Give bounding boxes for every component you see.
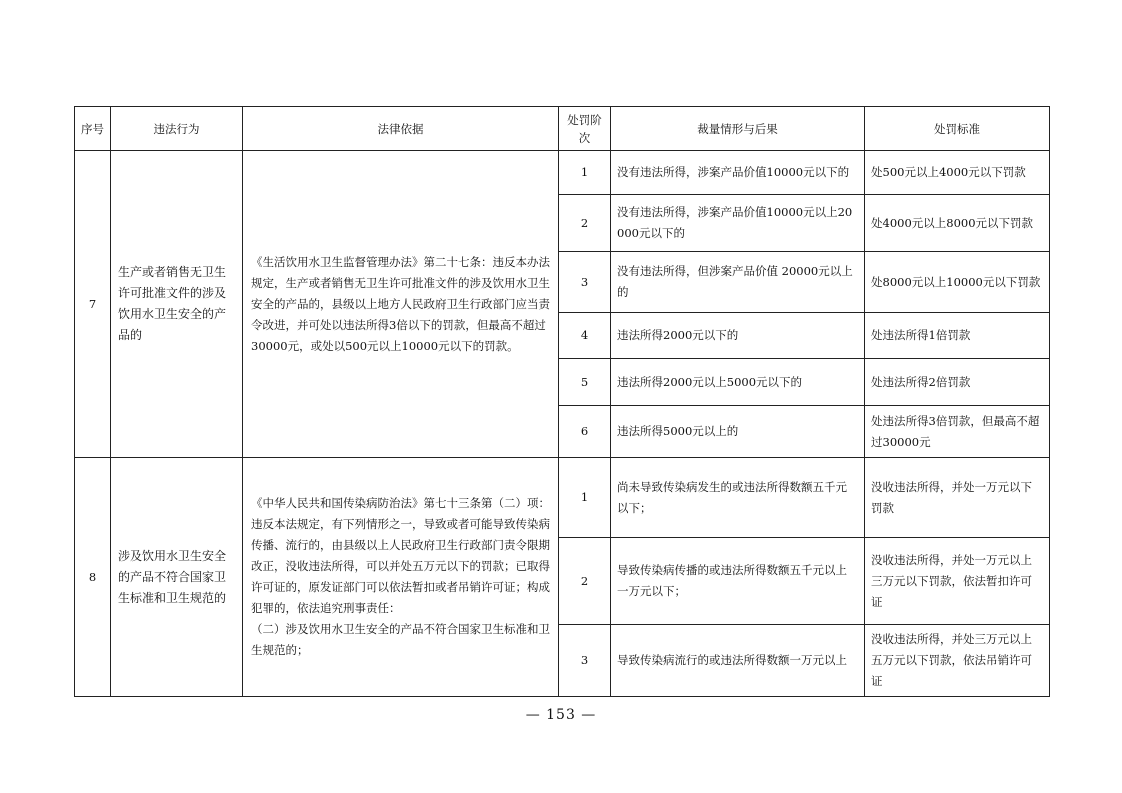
- level-cell: 6: [559, 406, 611, 458]
- standard-cell: 处4000元以上8000元以下罚款: [865, 195, 1050, 252]
- circumstance-cell: 导致传染病流行的或违法所得数额一万元以上: [611, 625, 865, 697]
- circumstance-cell: 违法所得2000元以下的: [611, 313, 865, 359]
- basis-cell: [243, 458, 559, 697]
- level-cell: 4: [559, 313, 611, 359]
- circumstance-cell: 违法所得2000元以上5000元以下的: [611, 359, 865, 406]
- basis-paragraph: 《中华人民共和国传染病防治法》第七十三条第（二）项：违反本法规定，有下列情形之一，导致或者可能导致传染病传播、流行的，由县级以上人民政府卫生行政部门责令限期改正，没收违法所得，可以并处五万元以下的罚款；已取得许可证的，原发证部门可以依法暂扣或者吊销许可证；构成犯罪的，依法追究刑事责任：: [251, 496, 550, 615]
- circumstance-cell: 尚未导致传染病发生的或违法所得数额五千元以下；: [611, 458, 865, 538]
- seq-cell: 7: [75, 151, 111, 458]
- standard-cell: 没收违法所得，并处一万元以下罚款: [865, 458, 1050, 538]
- standard-cell: 处违法所得3倍罚款，但最高不超过30000元: [865, 406, 1050, 458]
- behavior-cell: 生产或者销售无卫生许可批准文件的涉及饮用水卫生安全的产品的: [111, 151, 243, 458]
- header-basis: 法律依据: [243, 107, 559, 151]
- page-number: — 153 —: [525, 707, 597, 723]
- header-circumstance: 裁量情形与后果: [611, 107, 865, 151]
- standard-cell: 处违法所得2倍罚款: [865, 359, 1050, 406]
- basis-cell: 《生活饮用水卫生监督管理办法》第二十七条：违反本办法规定，生产或者销售无卫生许可批准文件的涉及饮用水卫生安全的产品的，县级以上地方人民政府卫生行政部门应当责令改进，并可处以违法所得3倍以下的罚款，但最高不超过30000元，或处以500元以上10000元以下的罚款。: [243, 151, 559, 458]
- circumstance-cell: 没有违法所得，涉案产品价值10000元以上20000元以下的: [611, 195, 865, 252]
- seq-cell: 8: [75, 458, 111, 697]
- table-header-row: [75, 107, 1050, 151]
- level-cell: 3: [559, 252, 611, 313]
- circumstance-cell: 没有违法所得，但涉案产品价值 20000元以上的: [611, 252, 865, 313]
- level-cell: 2: [559, 538, 611, 625]
- table-row: [75, 151, 1050, 195]
- circumstance-cell: 导致传染病传播的或违法所得数额五千元以上一万元以下；: [611, 538, 865, 625]
- circumstance-cell: 违法所得5000元以上的: [611, 406, 865, 458]
- level-cell: 1: [559, 458, 611, 538]
- basis-paragraph: （二）涉及饮用水卫生安全的产品不符合国家卫生标准和卫生规范的；: [251, 622, 550, 657]
- circumstance-cell: 没有违法所得，涉案产品价值10000元以下的: [611, 151, 865, 195]
- header-behavior: 违法行为: [111, 107, 243, 151]
- header-standard: 处罚标准: [865, 107, 1050, 151]
- header-level: 处罚阶次: [559, 107, 611, 151]
- level-cell: 2: [559, 195, 611, 252]
- level-cell: 5: [559, 359, 611, 406]
- penalty-table: [74, 106, 1050, 697]
- standard-cell: 处8000元以上10000元以下罚款: [865, 252, 1050, 313]
- standard-cell: 没收违法所得，并处三万元以上五万元以下罚款，依法吊销许可证: [865, 625, 1050, 697]
- level-cell: 1: [559, 151, 611, 195]
- header-seq: 序号: [75, 107, 111, 151]
- standard-cell: 处违法所得1倍罚款: [865, 313, 1050, 359]
- level-cell: 3: [559, 625, 611, 697]
- behavior-cell: 涉及饮用水卫生安全的产品不符合国家卫生标准和卫生规范的: [111, 458, 243, 697]
- standard-cell: 没收违法所得，并处一万元以上三万元以下罚款，依法暂扣许可证: [865, 538, 1050, 625]
- table-row: [75, 458, 1050, 538]
- standard-cell: 处500元以上4000元以下罚款: [865, 151, 1050, 195]
